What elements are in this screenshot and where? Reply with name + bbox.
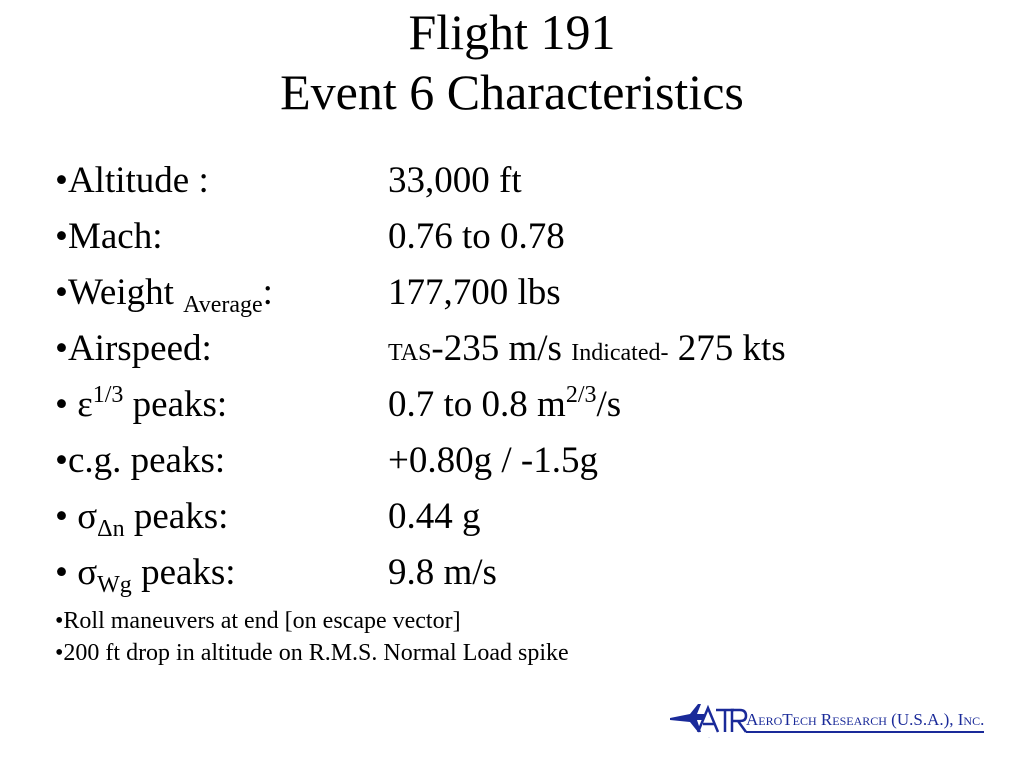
cg-label: •c.g. peaks: xyxy=(55,440,226,481)
characteristics-list xyxy=(55,157,1015,669)
sigma-wg-row xyxy=(55,549,1015,605)
sigma-n-value: 0.44 g xyxy=(388,496,481,537)
weight-value: 177,700 lbs xyxy=(388,272,561,313)
mach-value: 0.76 to 0.78 xyxy=(388,216,565,257)
altitude-value: 33,000 ft xyxy=(388,160,522,201)
airspeed-value xyxy=(388,325,786,377)
tas-label: TAS xyxy=(388,340,432,366)
mach-row xyxy=(55,213,1015,269)
sigma-wg-value: 9.8 m/s xyxy=(388,552,497,593)
sigma-n-row xyxy=(55,493,1015,549)
epsilon-label: • $\varepsilon^{1/3}$ peaks: xyxy=(55,382,228,425)
sigma-n-subscript: Δn xyxy=(97,516,125,542)
cg-row xyxy=(55,437,1015,493)
epsilon-row xyxy=(55,381,1015,437)
sigma-n-label: • $\sigma_{\Delta n}$ peaks: xyxy=(55,496,229,542)
weight-label: •Weight $_{Average}$: xyxy=(55,272,273,318)
indicated-value: 275 kts xyxy=(677,328,786,369)
atr-logo-mark-icon xyxy=(668,700,748,740)
sigma-wg-label: • $\sigma_{Wg}$ peaks: xyxy=(55,552,236,598)
epsilon-value-superscript: 2/3 xyxy=(565,382,597,408)
sigma-wg-subscript: Wg xyxy=(97,572,132,598)
tas-value: -235 m/s xyxy=(431,328,562,369)
airspeed-row xyxy=(55,325,1015,381)
epsilon-value: 0.7 to 0.8 $m^{2/3}/s$ xyxy=(388,382,622,425)
note-roll-maneuvers: •Roll maneuvers at end [on escape vector] xyxy=(55,608,461,634)
slide-title xyxy=(0,2,1024,122)
company-name: AeroTech Research (U.S.A.), Inc. xyxy=(746,710,984,733)
aerotech-logo xyxy=(668,700,985,740)
svg-text:ATR: ATR xyxy=(708,738,710,739)
note-altitude-drop: •200 ft drop in altitude on R.M.S. Normal Load spike xyxy=(55,640,569,666)
indicated-label: Indicated- xyxy=(571,340,669,366)
weight-row xyxy=(55,269,1015,325)
altitude-label: •Altitude : xyxy=(55,160,209,201)
cg-value: +0.80g / -1.5g xyxy=(388,440,598,481)
altitude-row xyxy=(55,157,1015,213)
epsilon-superscript: 1/3 xyxy=(92,382,124,408)
title-line-2: Event 6 Characteristics xyxy=(280,64,744,120)
airspeed-label: •Airspeed: xyxy=(55,328,212,369)
title-line-1: Flight 191 xyxy=(408,4,616,60)
mach-label: •Mach: xyxy=(55,216,163,257)
weight-subscript: Average xyxy=(183,292,263,318)
